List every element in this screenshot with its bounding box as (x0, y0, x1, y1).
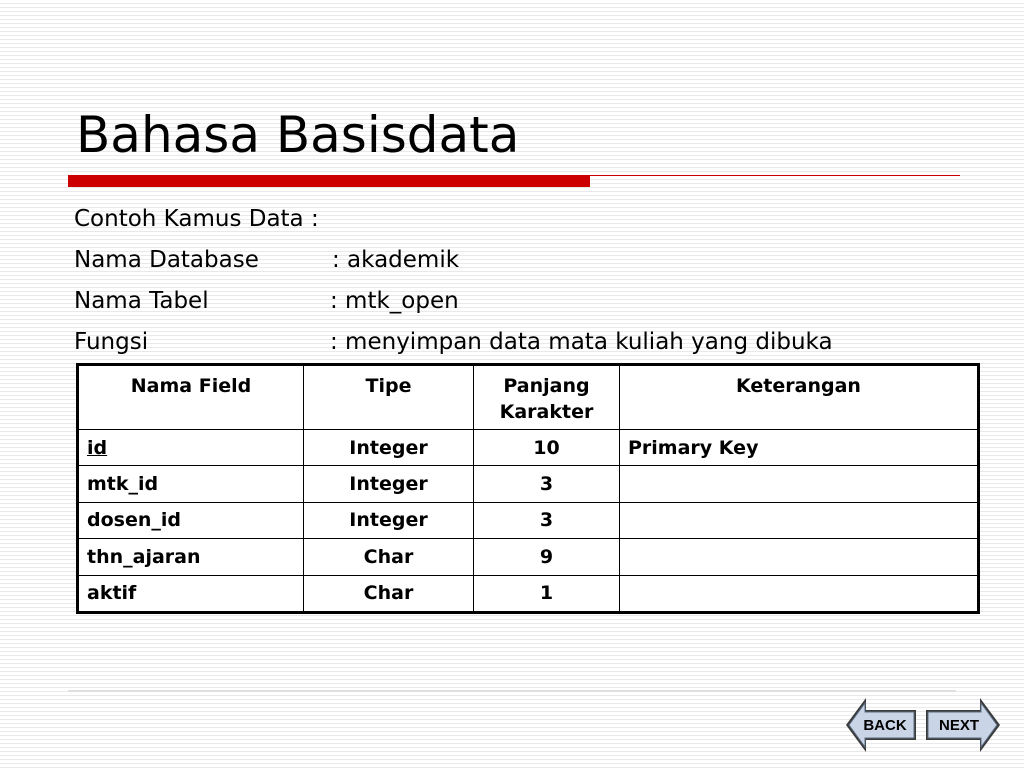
intro-value: : akademik (332, 247, 460, 273)
back-button[interactable] (846, 698, 916, 752)
cell-field (79, 430, 304, 466)
back-button-label: BACK (863, 716, 907, 734)
header-type: Tipe (304, 366, 474, 430)
intro-label: Fungsi (74, 329, 149, 355)
cell-length: 1 (474, 575, 620, 611)
intro-value: : menyimpan data mata kuliah yang dibuka (330, 329, 833, 355)
header-description: Keterangan (620, 366, 978, 430)
cell-note: Primary Key (620, 430, 978, 466)
data-dictionary-table (76, 363, 980, 614)
intro-value: : mtk_open (330, 288, 459, 314)
footer-divider (68, 690, 956, 692)
cell-type: Integer (304, 430, 474, 466)
cell-note (620, 539, 978, 575)
header-length: Panjang Karakter (474, 366, 620, 430)
cell-length: 10 (474, 430, 620, 466)
cell-field: mtk_id (79, 466, 304, 502)
intro-label: Nama Database (74, 247, 259, 273)
intro-row-function (74, 327, 833, 357)
table-header-row (79, 366, 978, 430)
title-underline-thin (590, 175, 960, 176)
cell-length: 9 (474, 539, 620, 575)
intro-label: Nama Tabel (74, 288, 209, 314)
table-row (79, 575, 978, 611)
table-row (79, 502, 978, 538)
cell-note (620, 466, 978, 502)
cell-field: dosen_id (79, 502, 304, 538)
cell-type: Char (304, 575, 474, 611)
table-row (79, 430, 978, 466)
table-row (79, 466, 978, 502)
cell-length: 3 (474, 466, 620, 502)
table-row (79, 539, 978, 575)
cell-field: thn_ajaran (79, 539, 304, 575)
cell-field: aktif (79, 575, 304, 611)
cell-type: Integer (304, 466, 474, 502)
next-button[interactable] (926, 698, 1000, 752)
cell-type: Integer (304, 502, 474, 538)
next-button-label: NEXT (938, 716, 979, 734)
cell-note (620, 502, 978, 538)
cell-note (620, 575, 978, 611)
header-field-name: Nama Field (79, 366, 304, 430)
primary-key-field: id (87, 436, 108, 459)
intro-heading: Contoh Kamus Data : (74, 206, 319, 232)
title-underline-thick (68, 175, 590, 187)
intro-row-database (74, 245, 460, 275)
cell-length: 3 (474, 502, 620, 538)
cell-type: Char (304, 539, 474, 575)
slide-title: Bahasa Basisdata (76, 106, 520, 164)
intro-row-table (74, 286, 459, 316)
